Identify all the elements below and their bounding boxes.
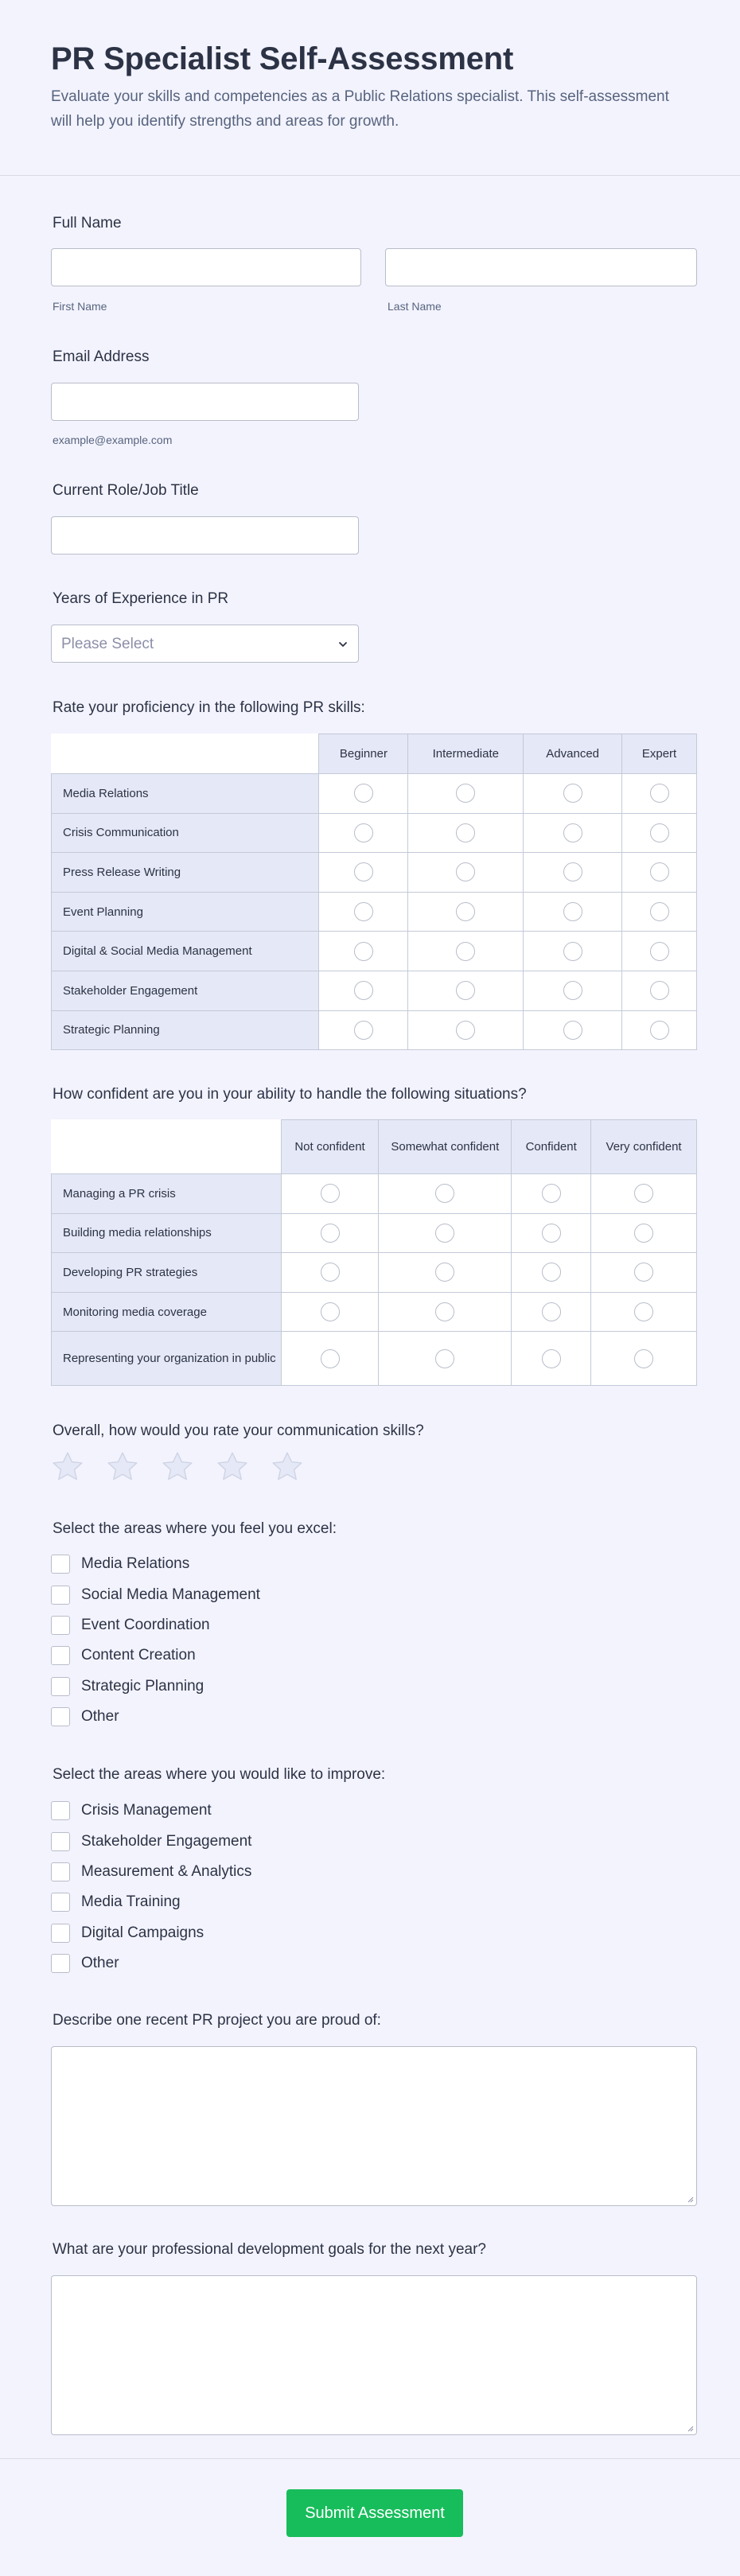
checkbox-label: Media Training <box>81 1893 181 1911</box>
matrix-radio[interactable] <box>650 784 669 803</box>
matrix-radio[interactable] <box>563 784 582 803</box>
skills-matrix <box>51 733 697 1050</box>
form-header <box>0 0 740 176</box>
matrix-row-label: Managing a PR crisis <box>52 1174 282 1214</box>
matrix-radio[interactable] <box>563 902 582 921</box>
checkbox-label: Social Media Management <box>81 1586 260 1603</box>
matrix-radio[interactable] <box>354 981 373 1000</box>
matrix-cell <box>379 1253 512 1293</box>
matrix-cell <box>591 1213 697 1253</box>
experience-label: Years of Experience in PR <box>53 590 229 607</box>
matrix-radio[interactable] <box>354 942 373 961</box>
checkbox[interactable] <box>51 1677 70 1696</box>
skills-matrix-label: Rate your proficiency in the following PR skills: <box>53 699 365 716</box>
matrix-column-header: Intermediate <box>408 734 524 774</box>
checkbox[interactable] <box>51 1616 70 1635</box>
skills-header-row <box>52 734 697 774</box>
checkbox-option[interactable] <box>51 1948 251 1979</box>
matrix-row <box>52 1253 697 1293</box>
checkbox-label: Crisis Management <box>81 1802 212 1819</box>
checkbox[interactable] <box>51 1862 70 1881</box>
matrix-row <box>52 853 697 893</box>
rating-label: Overall, how would you rate your communication skills? <box>53 1422 424 1439</box>
matrix-radio[interactable] <box>563 1021 582 1040</box>
matrix-row <box>52 1010 697 1050</box>
matrix-cell <box>622 853 697 893</box>
matrix-cell <box>512 1174 591 1214</box>
matrix-cell <box>319 813 408 853</box>
checkbox[interactable] <box>51 1586 70 1605</box>
excel-options <box>51 1549 260 1732</box>
matrix-cell <box>281 1213 379 1253</box>
page-title: PR Specialist Self-Assessment <box>51 41 514 76</box>
matrix-column-header: Expert <box>622 734 697 774</box>
page-subtitle: Evaluate your skills and competencies as a Public Relations specialist. This self-assessment will help you identify strengths and areas for growth. <box>51 88 669 130</box>
experience-select[interactable] <box>51 625 359 663</box>
confidence-body <box>52 1174 697 1386</box>
first-name-input[interactable] <box>51 248 361 286</box>
matrix-cell <box>622 932 697 971</box>
matrix-radio[interactable] <box>563 862 582 881</box>
checkbox[interactable] <box>51 1646 70 1665</box>
star-rating <box>51 1450 325 1484</box>
experience-placeholder: Please Select <box>61 636 154 652</box>
matrix-corner <box>52 734 319 774</box>
matrix-row <box>52 971 697 1010</box>
checkbox-label: Other <box>81 1708 119 1726</box>
matrix-cell <box>512 1213 591 1253</box>
matrix-cell <box>622 813 697 853</box>
matrix-row <box>52 1292 697 1332</box>
matrix-radio[interactable] <box>321 1302 340 1321</box>
matrix-radio[interactable] <box>542 1184 561 1203</box>
matrix-radio[interactable] <box>354 1021 373 1040</box>
matrix-cell <box>408 892 524 932</box>
resize-grip-icon[interactable] <box>686 2195 694 2203</box>
matrix-cell <box>622 1010 697 1050</box>
matrix-radio[interactable] <box>321 1349 340 1368</box>
matrix-cell <box>524 1010 622 1050</box>
improve-options <box>51 1796 251 1979</box>
matrix-cell <box>379 1174 512 1214</box>
confidence-matrix <box>51 1119 697 1386</box>
matrix-row-label: Press Release Writing <box>52 853 319 893</box>
matrix-row-label: Crisis Communication <box>52 813 319 853</box>
matrix-row <box>52 774 697 814</box>
star-icon[interactable] <box>271 1450 304 1484</box>
matrix-row-label: Stakeholder Engagement <box>52 971 319 1010</box>
checkbox[interactable] <box>51 1707 70 1726</box>
footer-divider <box>0 2458 740 2459</box>
full-name-label: Full Name <box>53 215 122 232</box>
matrix-radio[interactable] <box>563 823 582 842</box>
matrix-radio[interactable] <box>456 942 475 961</box>
matrix-row <box>52 1174 697 1214</box>
goals-textarea[interactable] <box>51 2275 697 2435</box>
checkbox-option[interactable] <box>51 1826 251 1856</box>
matrix-cell <box>591 1332 697 1386</box>
matrix-cell <box>319 853 408 893</box>
skills-body <box>52 774 697 1050</box>
matrix-cell <box>524 813 622 853</box>
checkbox-label: Digital Campaigns <box>81 1924 204 1941</box>
star-icon[interactable] <box>51 1450 84 1484</box>
matrix-radio[interactable] <box>321 1224 340 1243</box>
star-icon[interactable] <box>216 1450 249 1484</box>
confidence-header-row <box>52 1120 697 1174</box>
star-icon[interactable] <box>106 1450 139 1484</box>
role-label: Current Role/Job Title <box>53 482 199 499</box>
matrix-cell <box>622 971 697 1010</box>
matrix-row-label: Strategic Planning <box>52 1010 319 1050</box>
role-input[interactable] <box>51 516 359 555</box>
excel-label: Select the areas where you feel you excel: <box>53 1520 337 1537</box>
matrix-cell <box>524 932 622 971</box>
matrix-radio[interactable] <box>650 981 669 1000</box>
matrix-cell <box>408 971 524 1010</box>
matrix-radio[interactable] <box>354 902 373 921</box>
matrix-row-label: Media Relations <box>52 774 319 814</box>
checkbox-option[interactable] <box>51 1857 251 1887</box>
matrix-radio[interactable] <box>563 981 582 1000</box>
matrix-column-header: Somewhat confident <box>379 1120 512 1174</box>
checkbox[interactable] <box>51 1954 70 1973</box>
matrix-radio[interactable] <box>321 1263 340 1282</box>
matrix-cell <box>591 1292 697 1332</box>
matrix-cell <box>591 1174 697 1214</box>
project-textarea[interactable] <box>51 2046 697 2206</box>
matrix-radio[interactable] <box>435 1224 454 1243</box>
first-name-sublabel: First Name <box>53 300 107 313</box>
matrix-cell <box>622 892 697 932</box>
matrix-radio[interactable] <box>354 862 373 881</box>
matrix-corner <box>52 1120 282 1174</box>
matrix-cell <box>281 1253 379 1293</box>
matrix-cell <box>408 853 524 893</box>
checkbox[interactable] <box>51 1555 70 1574</box>
email-label: Email Address <box>53 348 150 365</box>
matrix-radio[interactable] <box>456 902 475 921</box>
matrix-row-label: Digital & Social Media Management <box>52 932 319 971</box>
matrix-radio[interactable] <box>634 1263 653 1282</box>
matrix-cell <box>408 774 524 814</box>
matrix-radio[interactable] <box>354 823 373 842</box>
checkbox-option[interactable] <box>51 1579 260 1609</box>
matrix-radio[interactable] <box>456 1021 475 1040</box>
checkbox-option[interactable] <box>51 1671 260 1702</box>
project-label: Describe one recent PR project you are proud of: <box>53 2012 381 2029</box>
matrix-cell <box>524 971 622 1010</box>
matrix-row-label: Monitoring media coverage <box>52 1292 282 1332</box>
email-sublabel: example@example.com <box>53 434 173 446</box>
matrix-cell <box>408 813 524 853</box>
matrix-radio[interactable] <box>542 1224 561 1243</box>
matrix-cell <box>408 1010 524 1050</box>
checkbox-label: Measurement & Analytics <box>81 1862 252 1880</box>
last-name-sublabel: Last Name <box>388 300 442 313</box>
matrix-radio[interactable] <box>563 942 582 961</box>
matrix-row-label: Building media relationships <box>52 1213 282 1253</box>
matrix-cell <box>319 932 408 971</box>
matrix-column-header: Beginner <box>319 734 408 774</box>
checkbox-option[interactable] <box>51 1887 251 1917</box>
matrix-column-header: Very confident <box>591 1120 697 1174</box>
matrix-cell <box>281 1332 379 1386</box>
checkbox-option[interactable] <box>51 1640 260 1671</box>
matrix-radio[interactable] <box>354 784 373 803</box>
checkbox[interactable] <box>51 1801 70 1820</box>
matrix-cell <box>512 1253 591 1293</box>
matrix-row <box>52 813 697 853</box>
matrix-radio[interactable] <box>456 823 475 842</box>
matrix-radio[interactable] <box>456 981 475 1000</box>
matrix-radio[interactable] <box>650 1021 669 1040</box>
matrix-row <box>52 1332 697 1386</box>
matrix-cell <box>512 1332 591 1386</box>
confidence-matrix-label: How confident are you in your ability to handle the following situations? <box>53 1086 527 1103</box>
matrix-cell <box>524 774 622 814</box>
matrix-cell <box>408 932 524 971</box>
improve-label: Select the areas where you would like to improve: <box>53 1766 386 1783</box>
matrix-cell <box>379 1332 512 1386</box>
matrix-radio[interactable] <box>435 1263 454 1282</box>
checkbox-label: Content Creation <box>81 1647 196 1664</box>
checkbox[interactable] <box>51 1924 70 1943</box>
matrix-cell <box>319 774 408 814</box>
checkbox-label: Stakeholder Engagement <box>81 1832 252 1850</box>
matrix-radio[interactable] <box>456 784 475 803</box>
matrix-cell <box>591 1253 697 1293</box>
matrix-radio[interactable] <box>456 862 475 881</box>
matrix-radio[interactable] <box>650 823 669 842</box>
goals-label: What are your professional development goals for the next year? <box>53 2241 486 2258</box>
matrix-row <box>52 892 697 932</box>
matrix-radio[interactable] <box>542 1302 561 1321</box>
matrix-radio[interactable] <box>650 942 669 961</box>
matrix-cell <box>319 971 408 1010</box>
matrix-radio[interactable] <box>634 1184 653 1203</box>
matrix-column-header: Confident <box>512 1120 591 1174</box>
matrix-cell <box>512 1292 591 1332</box>
checkbox-option[interactable] <box>51 1702 260 1732</box>
matrix-row <box>52 1213 697 1253</box>
matrix-row-label: Representing your organization in public <box>52 1332 282 1386</box>
matrix-radio[interactable] <box>634 1349 653 1368</box>
star-icon[interactable] <box>161 1450 194 1484</box>
checkbox-label: Other <box>81 1955 119 1972</box>
last-name-input[interactable] <box>385 248 697 286</box>
matrix-cell <box>379 1213 512 1253</box>
matrix-radio[interactable] <box>542 1263 561 1282</box>
checkbox-label: Media Relations <box>81 1555 190 1573</box>
chevron-down-icon <box>337 639 349 650</box>
resize-grip-icon[interactable] <box>686 2424 694 2432</box>
matrix-radio[interactable] <box>435 1349 454 1368</box>
checkbox-option[interactable] <box>51 1610 260 1640</box>
matrix-row <box>52 932 697 971</box>
matrix-cell <box>379 1292 512 1332</box>
checkbox-option[interactable] <box>51 1918 251 1948</box>
checkbox-option[interactable] <box>51 1549 260 1579</box>
matrix-cell <box>319 1010 408 1050</box>
matrix-row-label: Event Planning <box>52 892 319 932</box>
matrix-cell <box>319 892 408 932</box>
matrix-radio[interactable] <box>650 862 669 881</box>
matrix-cell <box>622 774 697 814</box>
matrix-cell <box>281 1174 379 1214</box>
matrix-cell <box>281 1292 379 1332</box>
matrix-cell <box>524 892 622 932</box>
submit-button[interactable]: Submit Assessment <box>286 2489 463 2537</box>
checkbox-option[interactable] <box>51 1796 251 1826</box>
matrix-radio[interactable] <box>435 1302 454 1321</box>
checkbox-label: Strategic Planning <box>81 1677 204 1695</box>
checkbox[interactable] <box>51 1832 70 1851</box>
matrix-radio[interactable] <box>321 1184 340 1203</box>
checkbox-label: Event Coordination <box>81 1616 210 1633</box>
matrix-column-header: Advanced <box>524 734 622 774</box>
matrix-radio[interactable] <box>634 1302 653 1321</box>
matrix-column-header: Not confident <box>281 1120 379 1174</box>
matrix-radio[interactable] <box>650 902 669 921</box>
matrix-cell <box>524 853 622 893</box>
email-input[interactable] <box>51 383 359 421</box>
matrix-radio[interactable] <box>634 1224 653 1243</box>
matrix-radio[interactable] <box>435 1184 454 1203</box>
matrix-row-label: Developing PR strategies <box>52 1253 282 1293</box>
matrix-radio[interactable] <box>542 1349 561 1368</box>
checkbox[interactable] <box>51 1893 70 1912</box>
